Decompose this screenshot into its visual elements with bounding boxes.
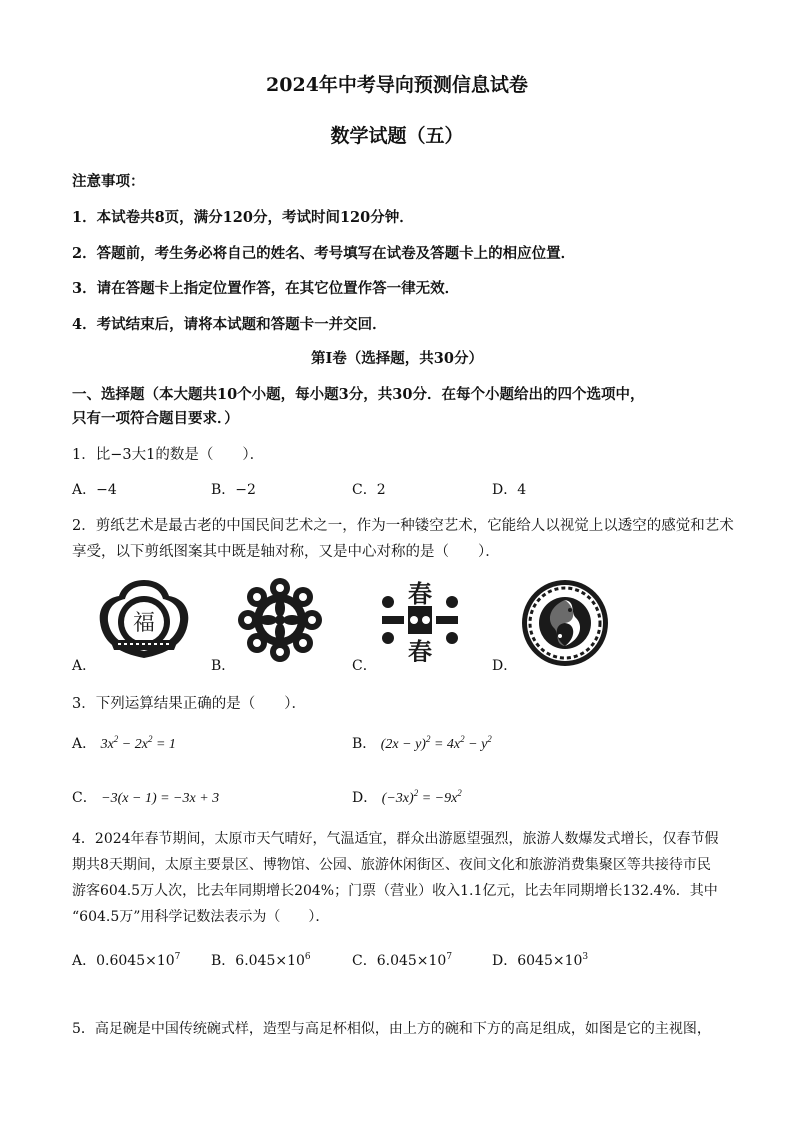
q1-option-a: A．−4 (72, 482, 117, 498)
q1-stem: 1．比−3大1的数是（ ）． (72, 447, 265, 463)
q1-option-b: B．−2 (211, 482, 256, 498)
notice-item-2: 2．答题前，考生务必将自己的姓名、考号填写在试卷及答题卡上的相应位置． (72, 245, 576, 262)
q4-line-1: 4．2024年春节期间，太原市天气晴好，气温适宜，群众出游愿望强烈，旅游人数爆发式增长，仅春节假 (72, 831, 719, 847)
q2-stem-2: 享受，以下剪纸图案其中既是轴对称，又是中心对称的是（ ）． (72, 544, 500, 560)
notice-item-1: 1．本试卷共8页，满分120分，考试时间120分钟． (72, 209, 414, 226)
q3-option-d: D． $(-3x)^2 = -9x^2$ (352, 788, 462, 806)
exam-subtitle: 数学试题（五） (330, 125, 464, 147)
q2-label-b: B． (211, 658, 236, 674)
q3-c-expression: −3(x − 1) = −3x + 3 (101, 791, 220, 806)
q4-line-2: 期共8天期间，太原主要景区、博物馆、公园、旅游休闲街区、夜间文化和旅游消费集聚区等共接待市民 (72, 857, 711, 873)
q3-option-b: B． $(2x - y)^2 = 4x^2 - y^2$ (352, 734, 492, 752)
exam-title: 2024年中考导向预测信息试卷 (266, 74, 528, 96)
papercut-chun-char-top: 春 (408, 579, 432, 608)
papercut-chun-icon (378, 578, 462, 662)
q1-option-c: C．2 (352, 482, 386, 498)
q5-line-1: 5．高足碗是中国传统碗式样，造型与高足杯相似，由上方的碗和下方的高足组成，如图是它的主视图， (72, 1021, 711, 1037)
notice-item-3: 3．请在答题卡上指定位置作答，在其它位置作答一律无效． (72, 280, 460, 297)
notice-item-4: 4．考试结束后，请将本试题和答题卡一并交回． (72, 316, 387, 333)
q2-label-c: C． (352, 658, 377, 674)
section-instruction-2: 只有一项符合题目要求．） (72, 410, 239, 427)
q3-stem: 3．下列运算结果正确的是（ ）． (72, 696, 306, 712)
q1-option-d: D．4 (492, 482, 527, 498)
section-title: 第Ⅰ卷（选择题，共30分） (311, 350, 483, 367)
q2-stem-1: 2．剪纸艺术是最古老的中国民间艺术之一，作为一种镂空艺术，它能给人以视觉上以透空的感觉和艺术 (72, 518, 734, 534)
q2-label-d: D． (492, 658, 518, 674)
q2-label-a: A． (72, 658, 97, 674)
q3-d-expression: $(-3x)^2 = -9x^2$ (381, 788, 462, 806)
papercut-flower-icon (238, 578, 322, 662)
papercut-fu-char: 福 (132, 611, 156, 636)
q4-option-b: B．$6.045\times 10^6$ (211, 952, 311, 969)
q4-line-4: “604.5万”用科学记数法表示为（ ）． (72, 909, 330, 925)
notice-heading: 注意事项： (72, 173, 145, 190)
q4-option-d: D．$6045\times 10^3$ (492, 952, 589, 969)
q3-option-a: A． $3x^2 - 2x^2 = 1$ (72, 734, 176, 752)
q3-a-expression: $3x^2 - 2x^2 = 1$ (100, 734, 176, 752)
papercut-chun-char-bottom: 春 (408, 637, 432, 662)
q3-option-c: C． −3(x − 1) = −3x + 3 (72, 790, 220, 806)
q3-b-expression: $(2x - y)^2 = 4x^2 - y^2$ (380, 734, 492, 752)
q4-option-a: A．$0.6045\times 10^7$ (72, 952, 181, 969)
papercut-fu-icon (96, 578, 192, 660)
section-instruction-1: 一、选择题（本大题共10个小题，每小题3分，共30分．在每个小题给出的四个选项中， (72, 386, 645, 403)
papercut-fish-ring-icon (520, 578, 610, 668)
q4-line-3: 游客604.5万人次，比去年同期增长204%；门票（营业）收入1.1亿元，比去年同期增长132.4%．其中 (72, 883, 718, 899)
q4-option-c: C．$6.045\times 10^7$ (352, 952, 453, 969)
